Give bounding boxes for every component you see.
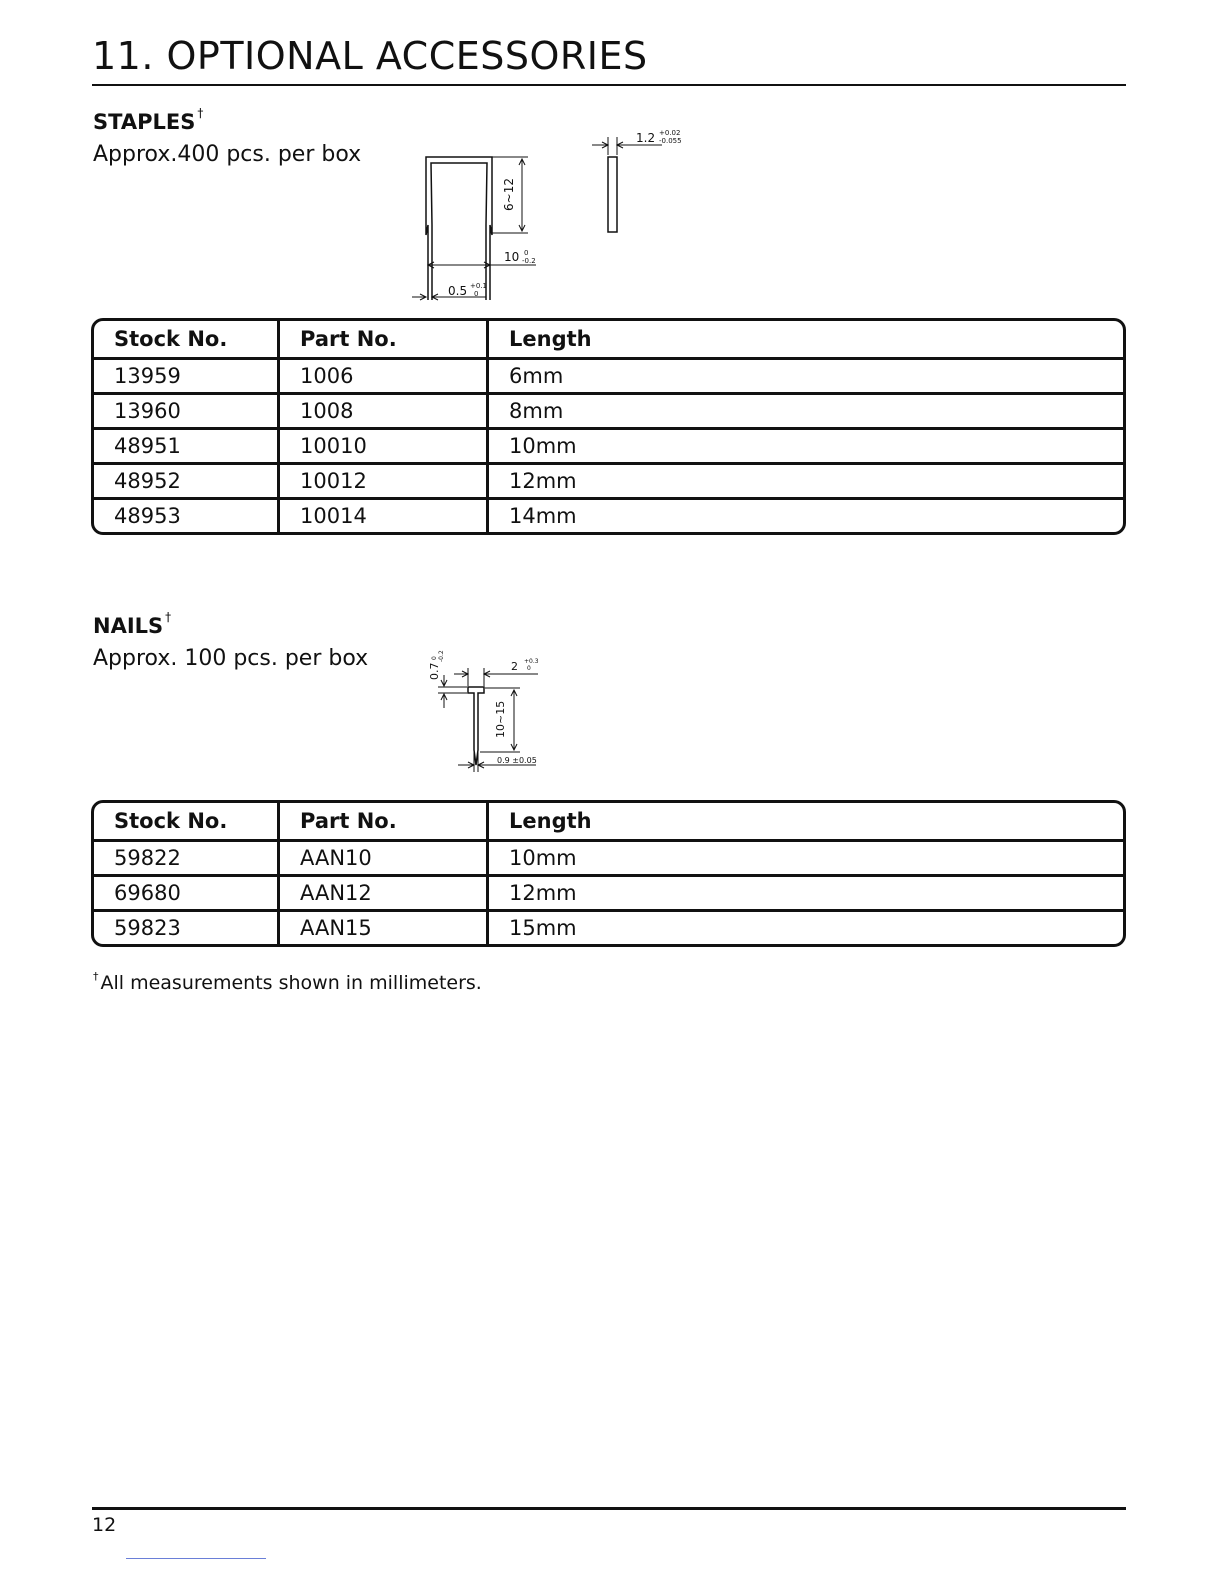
- length-cell: 12mm: [489, 465, 1123, 500]
- staple-crown-label: 10: [504, 250, 520, 264]
- table-row: [94, 877, 1123, 912]
- nail-diagram: [420, 640, 560, 775]
- staples-table: [91, 318, 1126, 535]
- staple-crown-tol-plus: 0: [524, 249, 529, 257]
- staple-thick-tol-plus: +0.1: [470, 282, 487, 290]
- nail-head-thick-tol-minus: -0.2: [438, 650, 445, 662]
- part-no-cell: 10014: [280, 500, 489, 532]
- nails-heading: [93, 610, 172, 638]
- staples-title: STAPLES: [93, 110, 196, 134]
- part-no-cell: 1006: [280, 360, 489, 395]
- length-cell: 8mm: [489, 395, 1123, 430]
- staples-subtitle: Approx.400 pcs. per box: [93, 142, 362, 167]
- table-row: [94, 842, 1123, 877]
- table-header-row: [94, 321, 1123, 360]
- stock-no-cell: 48953: [94, 500, 280, 532]
- table-row: [94, 465, 1123, 500]
- stock-no-cell: 59822: [94, 842, 280, 877]
- staple-width-tol-minus: -0.055: [659, 137, 682, 145]
- part-no-cell: AAN10: [280, 842, 489, 877]
- length-cell: 6mm: [489, 360, 1123, 395]
- stock-no-cell: 48952: [94, 465, 280, 500]
- header-part-no: Part No.: [280, 803, 489, 842]
- table-row: [94, 360, 1123, 395]
- table-row: [94, 912, 1123, 944]
- stock-no-cell: 13959: [94, 360, 280, 395]
- table-header-row: [94, 803, 1123, 842]
- staple-crown-tol-minus: -0.2: [522, 257, 536, 265]
- staple-shape: [426, 157, 492, 300]
- nails-dagger: †: [165, 610, 172, 624]
- header-length: Length: [489, 321, 1123, 360]
- table-row: [94, 500, 1123, 532]
- nail-dia-label: 0.9 ±0.05: [497, 756, 537, 765]
- footnote-text: All measurements shown in millimeters.: [100, 972, 482, 994]
- stock-no-cell: 48951: [94, 430, 280, 465]
- staple-width-tol-plus: +0.02: [659, 129, 681, 137]
- length-cell: 10mm: [489, 430, 1123, 465]
- nails-subtitle: Approx. 100 pcs. per box: [93, 646, 369, 671]
- staples-heading: [93, 106, 204, 134]
- header-stock-no: Stock No.: [94, 321, 280, 360]
- length-cell: 14mm: [509, 504, 577, 528]
- stock-no-cell: 13960: [94, 395, 280, 430]
- nail-head-thick-tol-plus: 0: [431, 656, 438, 660]
- staple-thick-tol-minus: 0: [474, 290, 479, 298]
- nails-table: [91, 800, 1126, 947]
- staple-width-label: 1.2: [636, 131, 656, 145]
- page-title: 11. OPTIONAL ACCESSORIES: [92, 34, 648, 78]
- part-no-cell: 10010: [280, 430, 489, 465]
- header-part-no: Part No.: [280, 321, 489, 360]
- staple-crown-dim: [428, 262, 536, 268]
- stock-no-cell: 69680: [94, 877, 280, 912]
- nail-head-width-dim: [454, 668, 538, 686]
- footnote-dagger: †: [93, 970, 99, 983]
- page-number: 12: [92, 1514, 117, 1536]
- staples-dagger: †: [197, 106, 204, 120]
- footer-divider: [92, 1507, 1126, 1510]
- nail-head-thickness-dim: [438, 675, 467, 708]
- table-row: [94, 430, 1123, 465]
- footnote: [93, 972, 482, 994]
- staple-side-view: [608, 157, 617, 232]
- part-no-cell: AAN12: [280, 877, 489, 912]
- nail-length-label: 10~15: [494, 700, 507, 738]
- nail-head-thick-label: 0.7: [428, 662, 441, 680]
- staple-diagram: [400, 125, 700, 310]
- title-divider: [92, 84, 1126, 86]
- header-length: Length: [489, 803, 1123, 842]
- staple-thick-label: 0.5: [448, 284, 468, 298]
- length-cell: 12mm: [489, 877, 1123, 912]
- length-cell: 10mm: [489, 842, 1123, 877]
- part-no-cell: 1008: [280, 395, 489, 430]
- decorative-line: [126, 1558, 266, 1559]
- nail-head-width-label: 2: [511, 660, 518, 673]
- table-row: [94, 395, 1123, 430]
- header-stock-no: Stock No.: [94, 803, 280, 842]
- nail-head-width-tol-plus: +0.3: [524, 658, 539, 665]
- part-no-cell: 10012: [280, 465, 489, 500]
- nails-title: NAILS: [93, 614, 164, 638]
- staple-length-label: 6~12: [502, 178, 516, 211]
- length-cell: 15mm: [509, 916, 577, 940]
- stock-no-cell: 59823: [94, 912, 280, 944]
- nail-head-width-tol-minus: 0: [527, 665, 531, 672]
- nail-shape: [468, 687, 484, 765]
- part-no-cell: AAN15: [280, 912, 489, 944]
